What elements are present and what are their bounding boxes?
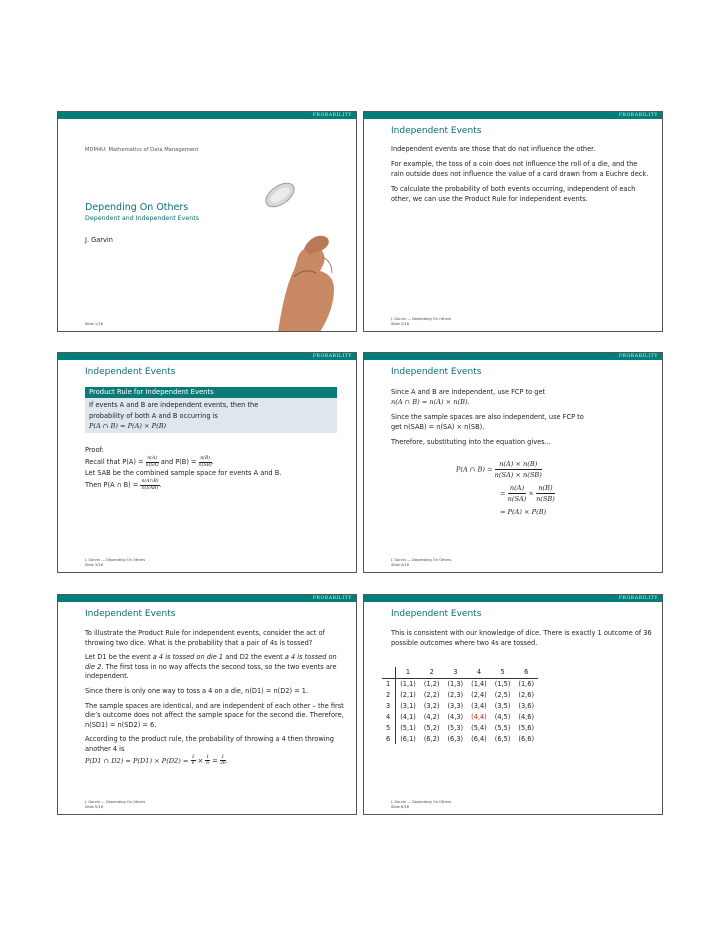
header-label: PROBABILITY	[312, 354, 352, 359]
slide-number: Slide 6/16	[391, 805, 409, 809]
column-header: 1	[396, 667, 420, 678]
outcome-cell: (5,2)	[423, 723, 440, 732]
slide-number: Slide 1/16	[85, 322, 103, 326]
row-header: 1	[382, 678, 396, 689]
slide-title: Independent Events	[85, 609, 176, 619]
slide-body	[391, 387, 652, 447]
outcome-cell: (3,4)	[471, 701, 487, 710]
dice-outcome-table	[382, 667, 538, 744]
equation-block: P(A ∩ B) = $\frac{n(A) \times n(B)}{n(SA) \times n(SB)}$ = $\frac{n(A)}{n(SA)}$ × $\frac{n(B)}{n(SB)}$ = P(A) × P(B)	[456, 460, 555, 516]
outcome-cell: (2,2)	[423, 690, 440, 699]
slide-body	[391, 629, 652, 653]
outcome-cell: (4,6)	[518, 712, 535, 721]
text-line: Since A and B are independent, use FCP to get	[391, 388, 546, 396]
outcome-cell: (4,3)	[447, 712, 464, 721]
coin-toss-hand-image	[238, 167, 353, 332]
outcome-cell: (1,2)	[423, 679, 440, 688]
slide-footer	[391, 800, 451, 810]
fraction-pab: $\frac{n(A\cap B)}{\text{n(SAB)}}$	[141, 479, 159, 491]
header-bar	[58, 595, 356, 602]
column-header: 3	[443, 667, 467, 678]
header-bar	[364, 112, 662, 119]
footer-author: J. Garvin — Depending On Others	[391, 800, 452, 804]
paragraph: According to the product rule, the probability of throwing a 4 then throwing another 4 is	[85, 735, 334, 753]
footer-author: J. Garvin — Depending On Others	[391, 317, 452, 321]
theorem-line: probability of both A and B occurring is	[89, 411, 218, 420]
slide-6	[363, 594, 663, 815]
theorem-formula: P(A ∩ B) = P(A) × P(B)	[89, 422, 167, 430]
slide-title: Independent Events	[391, 367, 482, 377]
paragraph: To calculate the probability of both events occurring, independent of each other, we can use the Product Rule for independent events.	[391, 185, 636, 203]
slide-footer	[391, 317, 451, 327]
header-label: PROBABILITY	[618, 113, 658, 118]
outcome-cell: (2,1)	[400, 690, 416, 699]
proof-body	[85, 445, 346, 491]
outcome-cell: (4,2)	[423, 712, 440, 721]
outcome-cell: (1,4)	[471, 679, 487, 688]
row-header: 5	[382, 722, 396, 733]
outcome-cell: (2,6)	[518, 690, 535, 699]
outcome-cell: (6,6)	[518, 734, 535, 743]
header-bar	[364, 353, 662, 360]
column-header: 2	[420, 667, 444, 678]
text-line: Since the sample spaces are also independent, use FCP to	[391, 413, 584, 421]
outcome-cell: (5,6)	[518, 723, 535, 732]
slide-footer	[85, 558, 145, 568]
row-header: 3	[382, 700, 396, 711]
fraction: $\frac{n(B)}{n(SB)}$	[536, 484, 555, 503]
row-header: 4	[382, 711, 396, 722]
outcome-cell: (3,2)	[423, 701, 440, 710]
row-header: 6	[382, 733, 396, 744]
outcome-cell: (3,6)	[518, 701, 535, 710]
recall-line: Recall that P(A) = $\frac{n(A)}{n(SA)}$ and P(B) = $\frac{n(B)}{n(SB)}$ .	[85, 456, 214, 468]
text-line: get n(SAB) = n(SA) × n(SB).	[391, 423, 485, 431]
slide-number: Slide 5/16	[85, 805, 103, 809]
slide-body	[391, 144, 652, 209]
slide-footer	[391, 558, 451, 568]
slide-footer	[85, 800, 145, 810]
outcome-cell: (4,5)	[494, 712, 511, 721]
paragraph: Let D1 be the event a 4 is tossed on die 1 and D2 the event a 4 is tossed on die 2. The first toss in no way affects the second toss, so the two events are independent.	[85, 653, 337, 681]
let-line: Let SAB be the combined sample space for events A and B.	[85, 469, 282, 477]
outcome-cell: (5,3)	[447, 723, 464, 732]
theorem-line: If events A and B are independent events, then the	[89, 401, 259, 409]
fraction-pb: $\frac{n(B)}{n(SB)}$	[198, 456, 212, 468]
product-formula: P(D1 ∩ D2) = P(D1) × P(D2) = $\frac{1}{6}$ × $\frac{1}{6}$ = $\frac{1}{36}$ .	[85, 754, 228, 767]
outcome-cell: (1,5)	[494, 679, 511, 688]
theorem-box-title: Product Rule for Independent Events	[85, 387, 337, 398]
outcome-cell: (6,2)	[423, 734, 440, 743]
slide-2	[363, 111, 663, 332]
outcome-cell: (6,1)	[400, 734, 416, 743]
table-row	[382, 711, 538, 722]
paragraph: Independent events are those that do not influence the other.	[391, 145, 596, 153]
slide-1	[57, 111, 357, 332]
slide-number: Slide 3/16	[85, 563, 103, 567]
then-line: Then P(A ∩ B) = $\frac{n(A\cap B)}{\text{n(SAB)}}$ .	[85, 479, 162, 491]
header-label: PROBABILITY	[312, 596, 352, 601]
paragraph: Since there is only one way to toss a 4 on a die, n(D1) = n(D2) = 1.	[85, 686, 309, 695]
table-row	[382, 678, 538, 689]
outcome-cell: (3,5)	[494, 701, 511, 710]
slide-body	[85, 629, 346, 767]
slide-3	[57, 352, 357, 573]
outcome-cell: (2,5)	[494, 690, 511, 699]
header-label: PROBABILITY	[312, 113, 352, 118]
column-header: 4	[467, 667, 491, 678]
outcome-cell: (6,5)	[494, 734, 511, 743]
slide-number: Slide 4/16	[391, 563, 409, 567]
theorem-box	[85, 398, 337, 433]
header-bar	[58, 353, 356, 360]
outcome-cell: (4,1)	[400, 712, 416, 721]
header-label: PROBABILITY	[618, 354, 658, 359]
outcome-cell: (6,3)	[447, 734, 464, 743]
slide-5	[57, 594, 357, 815]
slide-title: Independent Events	[85, 367, 176, 377]
table-header-row	[382, 667, 538, 678]
slide-title: Independent Events	[391, 609, 482, 619]
outcome-cell: (5,4)	[471, 723, 487, 732]
table-row	[382, 722, 538, 733]
outcome-cell: (2,3)	[447, 690, 464, 699]
header-bar	[364, 595, 662, 602]
column-header: 5	[491, 667, 515, 678]
highlighted-outcome-cell: (4,4)	[471, 712, 487, 721]
row-header: 2	[382, 689, 396, 700]
equation-lhs: P(A ∩ B) =	[456, 465, 493, 474]
footer-author: J. Garvin — Depending On Others	[85, 800, 146, 804]
slide-4	[363, 352, 663, 573]
proof-label: Proof:	[85, 446, 104, 454]
footer-author: J. Garvin — Depending On Others	[85, 558, 146, 562]
equation-result: = P(A) × P(B)	[500, 508, 547, 516]
fraction-pa: $\frac{n(A)}{n(SA)}$	[145, 456, 159, 468]
outcome-cell: (1,3)	[447, 679, 464, 688]
outcome-cell: (3,3)	[447, 701, 464, 710]
table-row	[382, 700, 538, 711]
text-line: Therefore, substituting into the equation gives...	[391, 438, 551, 446]
outcome-cell: (6,4)	[471, 734, 487, 743]
course-name: MDM4U: Mathematics of Data Management	[85, 147, 199, 153]
fraction: $\frac{n(A) \times n(B)}{n(SA) \times n(SB)}$	[494, 460, 542, 479]
paragraph: This is consistent with our knowledge of dice. There is exactly 1 outcome of 36 possible outcomes where two 4s are tossed.	[391, 629, 652, 647]
footer-author: J. Garvin — Depending On Others	[391, 558, 452, 562]
fraction: $\frac{n(A)}{n(SA)}$	[507, 484, 527, 503]
paragraph: For example, the toss of a coin does not influence the roll of a die, and the rain outside does not influence the value of a card drawn from a Euchre deck.	[391, 160, 649, 178]
outcome-cell: (5,1)	[400, 723, 416, 732]
author: J. Garvin	[85, 236, 113, 244]
slide-title: Independent Events	[391, 126, 482, 136]
header-bar	[58, 112, 356, 119]
outcome-cell: (3,1)	[400, 701, 416, 710]
presentation-title: Depending On Others	[85, 202, 189, 213]
outcome-cell: (1,6)	[518, 679, 535, 688]
outcome-cell: (2,4)	[471, 690, 487, 699]
paragraph: The sample spaces are identical, and are independent of each other – the first die’s outcome does not affect the sample space for the second die. Therefore, n(SD1) = n(SD2) = 6.	[85, 701, 344, 729]
presentation-subtitle: Dependent and Independent Events	[85, 215, 199, 222]
column-header: 6	[514, 667, 538, 678]
outcome-cell: (5,5)	[494, 723, 511, 732]
paragraph: To illustrate the Product Rule for independent events, consider the act of throwing two dice. What is the probability that a pair of 4s is tossed?	[85, 629, 325, 647]
table-row	[382, 689, 538, 700]
table-row	[382, 733, 538, 744]
slide-number: Slide 2/16	[391, 322, 409, 326]
header-label: PROBABILITY	[618, 596, 658, 601]
text-line: n(A ∩ B) = n(A) × n(B).	[391, 398, 470, 406]
outcome-cell: (1,1)	[400, 679, 416, 688]
